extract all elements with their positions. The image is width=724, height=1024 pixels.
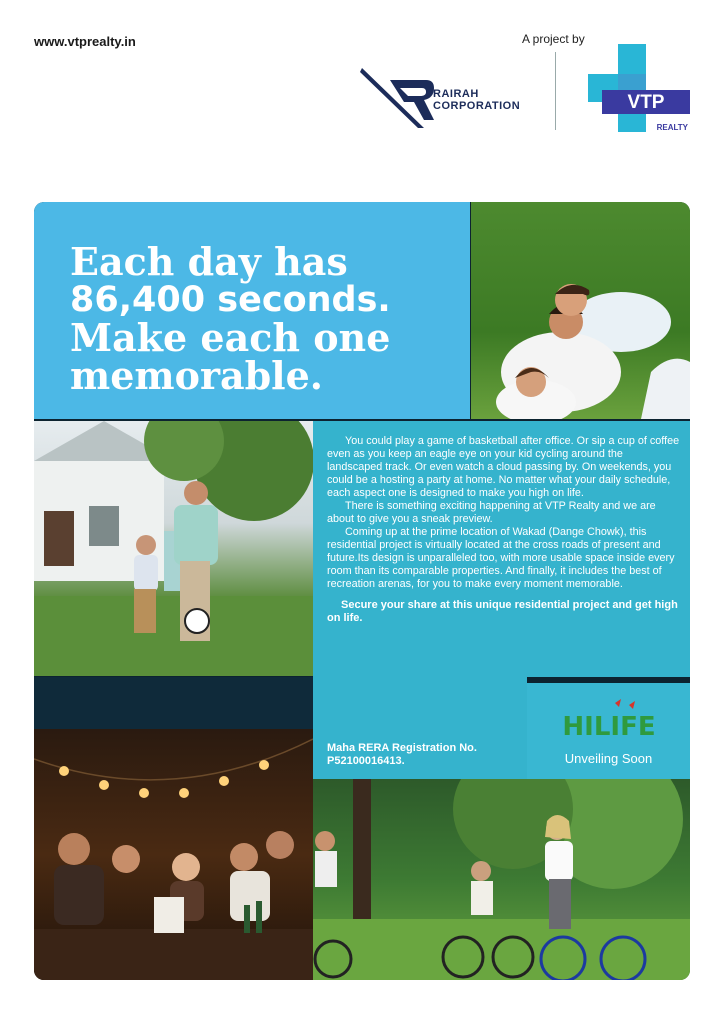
headline-line-2: 86,400 seconds.: [70, 280, 391, 320]
call-to-action-text: Secure your share at this unique residential project and get high on life.: [327, 599, 678, 624]
rairah-line2: CORPORATION: [433, 100, 521, 112]
description-paragraph-3: Coming up at the prime location of Wakad (Dange Chowk), this residential project is virtually located at the cross roads of present and future.Its design is unparalleled too, with more usable space inside every room than its comparable properties. And finally, it includes the best of recreation arenas, for you to make every moment memorable.: [327, 526, 675, 590]
rera-label: Maha RERA Registration No.: [327, 742, 477, 754]
advertisement-card: [34, 202, 690, 980]
friends-party-photo: [34, 729, 313, 980]
vtp-logo-text: VTP: [627, 92, 665, 113]
unveiling-soon-text: Unveiling Soon: [564, 751, 653, 766]
rera-registration: [327, 742, 477, 768]
vtp-realty-text: REALTY: [656, 123, 688, 132]
description-paragraph-2: There is something exciting happening at VTP Realty and we are about to give you a sneak preview.: [327, 500, 656, 525]
father-son-football-photo: [34, 421, 313, 676]
rera-panel: [313, 677, 527, 779]
headline-line-3: Make each one: [70, 315, 391, 360]
description-paragraph-1: You could play a game of basketball after office. Or sip a cup of coffee even as you keep an eagle eye on your kid cycling around the landscaped track. Or even watch a cloud passing by. On weekends, you could be a hosting a party at home. No matter what your daily schedule, each aspect one is designed to make you high on life.: [327, 435, 680, 499]
headline-line-4: memorable.: [70, 353, 323, 398]
description-panel: [313, 421, 690, 677]
family-cycling-photo: [313, 779, 690, 980]
logo-divider: [555, 52, 556, 130]
website-url[interactable]: www.vtprealty.in: [34, 34, 136, 49]
rera-number: P52100016413.: [327, 755, 405, 767]
rairah-wordmark: [433, 88, 520, 112]
headline-panel: [34, 202, 470, 419]
hilife-logo: [559, 697, 659, 741]
family-lying-on-grass-photo: [471, 202, 690, 419]
headline-line-1: Each day has: [70, 239, 348, 284]
project-by-label: A project by: [522, 32, 585, 46]
vtp-realty-logo: [588, 44, 692, 134]
description-text: [327, 435, 681, 625]
hilife-panel: [527, 683, 690, 779]
rairah-line1: RAIRAH: [433, 88, 479, 100]
hilife-logo-text: HILIFE: [562, 712, 656, 741]
